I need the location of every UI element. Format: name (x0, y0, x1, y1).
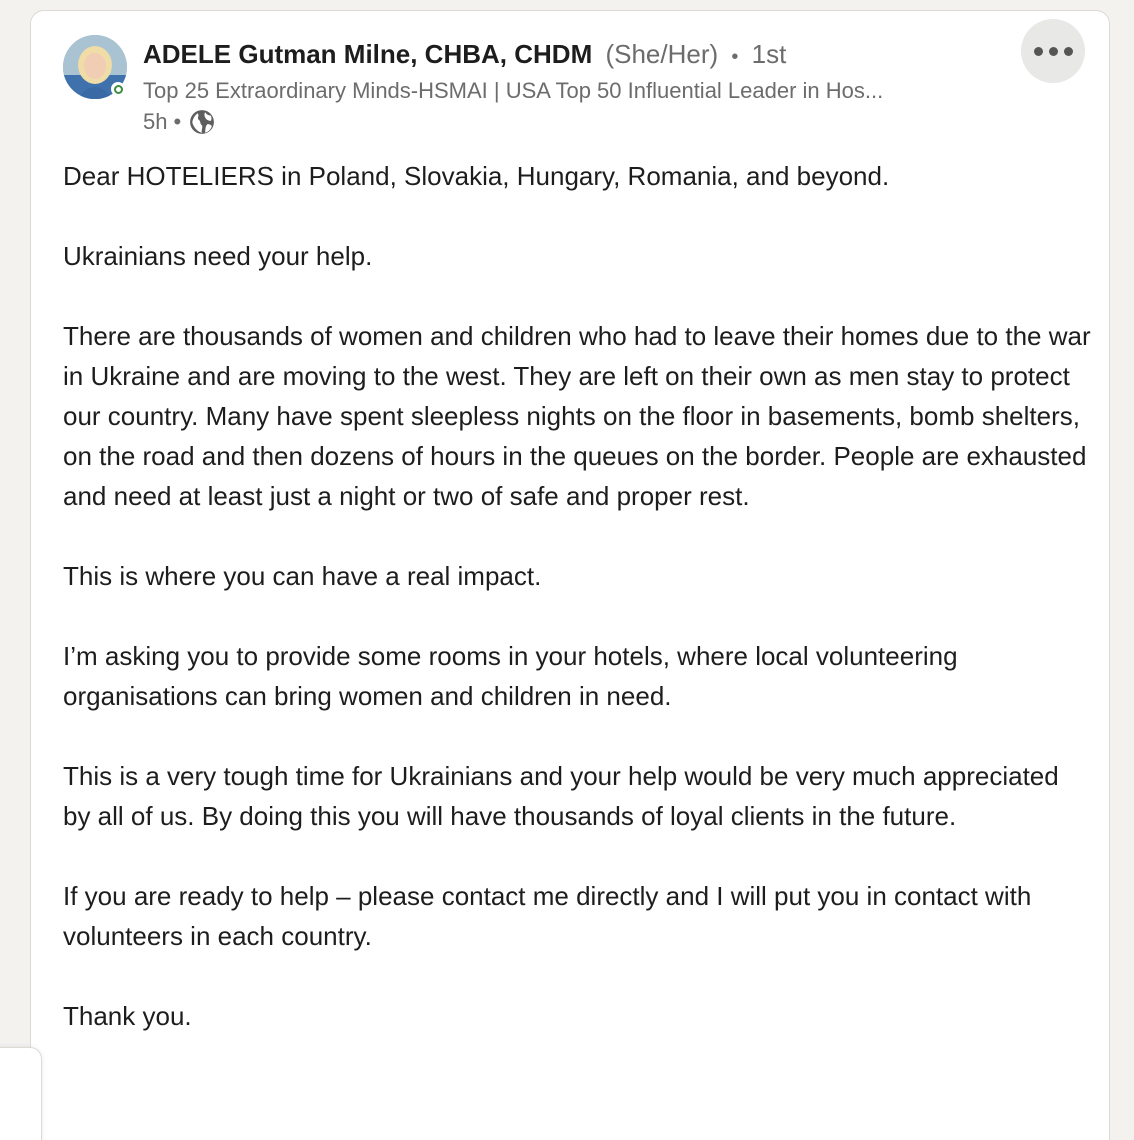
separator-dot: • (173, 109, 182, 134)
post-paragraph: This is a very tough time for Ukrainians and your help would be very much appreciated by all of us. By doing this you will have thousands of loyal clients in the future. (63, 761, 1059, 831)
post-card (30, 10, 1110, 1140)
post-paragraph: There are thousands of women and children who had to leave their homes due to the war in Ukraine and are moving to the west. They are left on their own as men stay to protect our country. Many have spent sleepless nights on the floor in basements, bomb shelters, on the road and then dozens of hours in the queues on the border. People are exhausted and need at least just a night or two of safe and proper rest. (63, 321, 1091, 511)
globe-icon (189, 109, 215, 135)
post-paragraph: Dear HOTELIERS in Poland, Slovakia, Hungary, Romania, and beyond. (63, 161, 890, 191)
post-options-button[interactable] (1021, 19, 1085, 83)
post-paragraph: If you are ready to help – please contact me directly and I will put you in contact with volunteers in each country. (63, 881, 1032, 951)
side-overlay-panel (0, 1047, 42, 1140)
connection-degree: 1st (751, 39, 787, 69)
online-status-icon (114, 85, 123, 94)
post-paragraph: Ukrainians need your help. (63, 241, 373, 271)
post-paragraph: I’m asking you to provide some rooms in your hotels, where local volunteering organisations can bring women and children in need. (63, 641, 958, 711)
post-body (63, 156, 1093, 1076)
post-meta (143, 108, 215, 136)
author-name[interactable]: ADELE Gutman Milne, CHBA, CHDM (143, 39, 593, 69)
author-headline[interactable]: Top 25 Extraordinary Minds-HSMAI | USA Top 50 Influential Leader in Hos... (143, 78, 884, 103)
post-paragraph: Thank you. (63, 1001, 192, 1031)
separator-dot: • (731, 46, 739, 68)
post-paragraph: This is where you can have a real impact. (63, 561, 542, 591)
author-line (143, 38, 786, 73)
more-horizontal-icon (1034, 47, 1073, 56)
online-status-indicator (111, 82, 125, 96)
author-pronouns: (She/Her) (605, 39, 719, 69)
post-time[interactable]: 5h (143, 109, 168, 134)
